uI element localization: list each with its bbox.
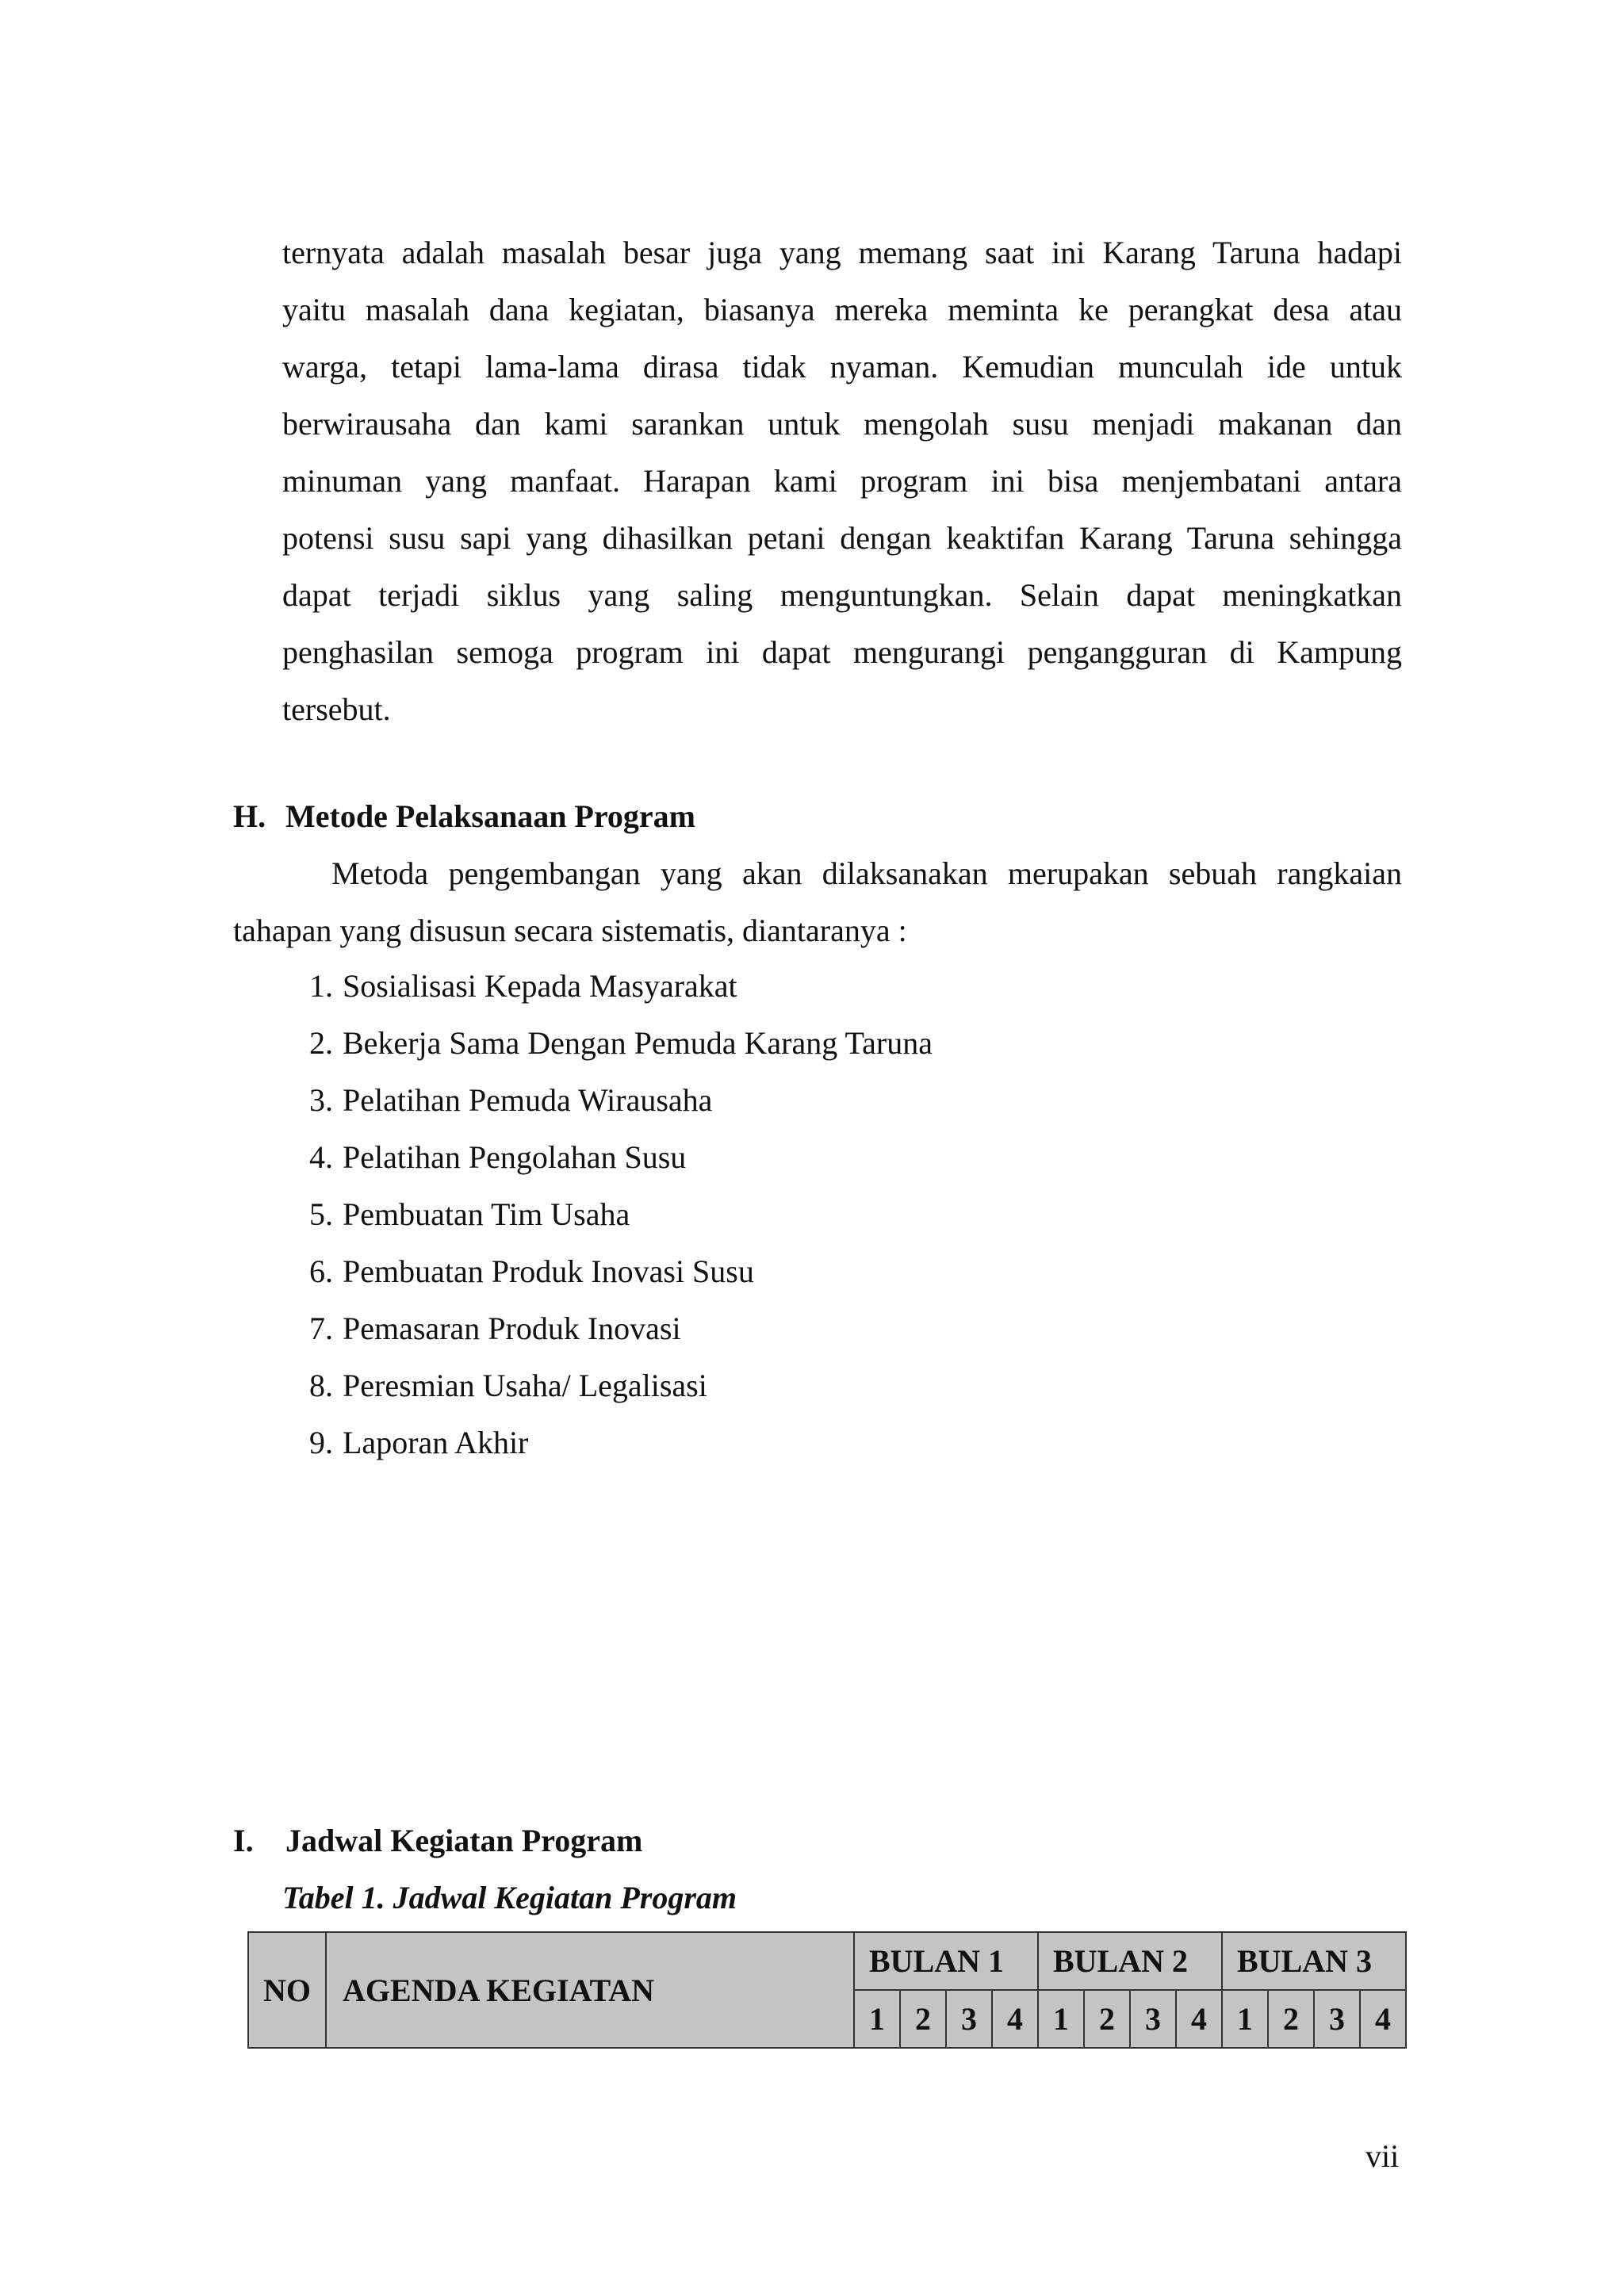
list-item-label: Pembuatan Produk Inovasi Susu <box>343 1253 754 1289</box>
list-item <box>282 1414 933 1471</box>
list-item-number: 2. <box>309 1025 333 1061</box>
list-item-number: 6. <box>309 1253 333 1289</box>
list-item-number: 1. <box>309 968 333 1004</box>
column-header-month: BULAN 3 <box>1222 1932 1406 1990</box>
week-header: 1 <box>1038 1990 1084 2048</box>
column-header-month: BULAN 2 <box>1038 1932 1222 1990</box>
section-i-heading <box>233 1812 642 1869</box>
section-h-intro-line: tahapan yang disusun secara sistematis, diantaranya : <box>233 913 907 948</box>
week-header: 1 <box>1222 1990 1268 2048</box>
list-item <box>282 1015 933 1072</box>
section-i-title: Jadwal Kegiatan Program <box>285 1823 643 1858</box>
list-item-number: 4. <box>309 1139 333 1175</box>
section-h-letter: H. <box>233 798 266 834</box>
column-header-no: NO <box>248 1932 326 2048</box>
table-header-row <box>248 1932 1406 1990</box>
list-item-label: Pelatihan Pengolahan Susu <box>343 1139 687 1175</box>
list-item-number: 7. <box>309 1311 333 1346</box>
paragraph-line: dapat terjadi siklus yang saling menguntungkan. Selain dapat meningkatkan <box>282 577 1402 613</box>
week-header: 3 <box>946 1990 992 2048</box>
paragraph-line: minuman yang manfaat. Harapan kami program ini bisa menjembatani antara <box>282 463 1402 499</box>
list-item-label: Pembuatan Tim Usaha <box>343 1196 630 1232</box>
list-item-label: Sosialisasi Kepada Masyarakat <box>343 968 737 1004</box>
list-item-number: 3. <box>309 1082 333 1118</box>
week-header: 3 <box>1130 1990 1176 2048</box>
list-item-label: Pemasaran Produk Inovasi <box>343 1311 681 1346</box>
section-h-title: Metode Pelaksanaan Program <box>285 798 695 834</box>
week-header: 4 <box>1176 1990 1222 2048</box>
page-number: vii <box>1365 2138 1400 2174</box>
week-header: 4 <box>992 1990 1038 2048</box>
week-header: 2 <box>900 1990 946 2048</box>
week-header: 1 <box>854 1990 900 2048</box>
paragraph-line: yaitu masalah dana kegiatan, biasanya mereka meminta ke perangkat desa atau <box>282 292 1402 327</box>
list-item <box>282 1243 933 1300</box>
list-item-number: 5. <box>309 1196 333 1232</box>
list-item <box>282 958 933 1015</box>
week-header: 4 <box>1360 1990 1406 2048</box>
method-steps-list <box>282 958 933 1471</box>
paragraph-line: berwirausaha dan kami sarankan untuk mengolah susu menjadi makanan dan <box>282 406 1402 442</box>
list-item-label: Bekerja Sama Dengan Pemuda Karang Taruna <box>343 1025 933 1061</box>
paragraph-line: tersebut. <box>282 691 391 727</box>
table-caption: Tabel 1. Jadwal Kegiatan Program <box>282 1880 737 1915</box>
list-item-label: Peresmian Usaha/ Legalisasi <box>343 1368 707 1403</box>
list-item <box>282 1300 933 1357</box>
list-item <box>282 1357 933 1414</box>
paragraph-line: warga, tetapi lama-lama dirasa tidak nyaman. Kemudian munculah ide untuk <box>282 349 1402 385</box>
list-item-label: Laporan Akhir <box>343 1425 529 1460</box>
week-header: 2 <box>1268 1990 1314 2048</box>
section-h-intro-line: Metoda pengembangan yang akan dilaksanakan merupakan sebuah rangkaian <box>331 855 1402 891</box>
section-i-letter: I. <box>233 1823 254 1858</box>
list-item-number: 8. <box>309 1368 333 1403</box>
schedule-table <box>247 1931 1407 2049</box>
list-item-label: Pelatihan Pemuda Wirausaha <box>343 1082 713 1118</box>
section-h-heading <box>233 788 695 845</box>
week-header: 3 <box>1314 1990 1360 2048</box>
list-item <box>282 1129 933 1186</box>
column-header-month: BULAN 1 <box>854 1932 1038 1990</box>
paragraph-line: potensi susu sapi yang dihasilkan petani dengan keaktifan Karang Taruna sehingga <box>282 520 1402 556</box>
week-header: 2 <box>1084 1990 1130 2048</box>
list-item-number: 9. <box>309 1425 333 1460</box>
paragraph-line: penghasilan semoga program ini dapat mengurangi pengangguran di Kampung <box>282 634 1402 670</box>
list-item <box>282 1186 933 1243</box>
column-header-agenda: AGENDA KEGIATAN <box>326 1932 854 2048</box>
paragraph-line: ternyata adalah masalah besar juga yang memang saat ini Karang Taruna hadapi <box>282 235 1402 270</box>
list-item <box>282 1072 933 1129</box>
